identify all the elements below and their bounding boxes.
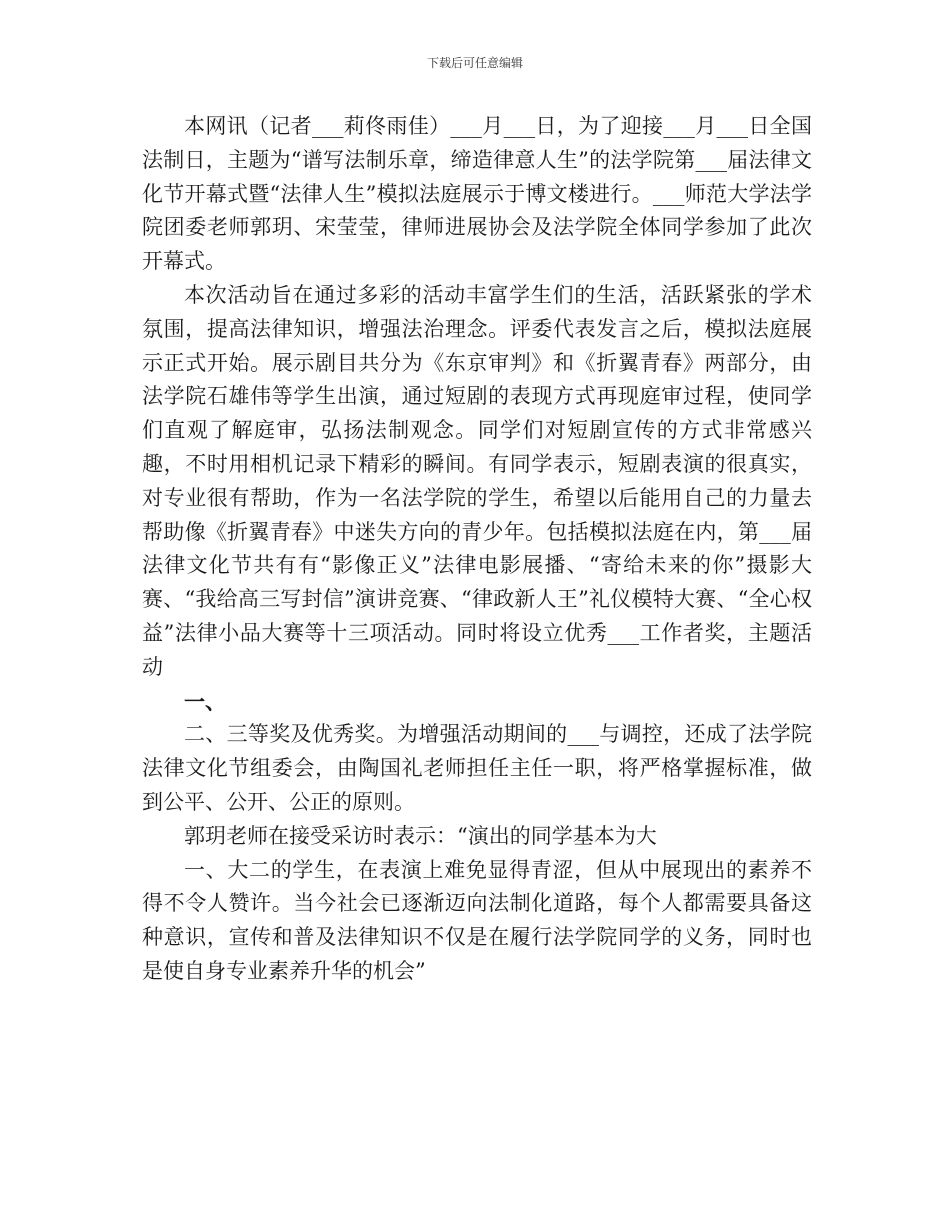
paragraph-awards: 二、三等奖及优秀奖。为增强活动期间的___与调控，还成了法学院法律文化节组委会，由陶国礼老师担任主任一职，将严格掌握标准，做到公平、公开、公正的原则。 [142, 722, 812, 814]
paragraph-activity: 本次活动旨在通过多彩的活动丰富学生们的生活，活跃紧张的学术氛围，提高法律知识，增强法治理念。评委代表发言之后，模拟法庭展示正式开始。展示剧目共分为《东京审判》和《折翼青春》两部分，由法学院石雄伟等学生出演，通过短剧的表现方式再现庭审过程，使同学们直观了解庭审，弘扬法制观念。同学们对短剧宣传的方式非常感兴趣，不时用相机记录下精彩的瞬间。有同学表示，短剧表演的很真实，对专业很有帮助，作为一名法学院的学生，希望以后能用自己的力量去帮助像《折翼青春》中迷失方向的青少年。包括模拟法庭在内，第___届法律文化节共有有“影像正义”法律电影展播、“寄给未来的你”摄影大赛、“我给高三写封信”演讲竞赛、“律政新人王”礼仪模特大赛、“全心权益”法律小品大赛等十三项活动。同时将设立优秀___工作者奖，主题活动 [142, 282, 812, 679]
paragraph-heading-one: 一、 [184, 688, 226, 714]
page-header: 下载后可任意编辑 [426, 56, 523, 70]
paragraph-intro: 本网讯（记者___莉佟雨佳）___月___日，为了迎接___月___日全国法制日，主题为“谱写法制乐章，缔造律意人生”的法学院第___届法律文化节开幕式暨“法律人生”模拟法庭展示于博文楼进行。___师范大学法学院团委老师郭玥、宋莹莹，律师进展协会及法学院全体同学参加了此次开幕式。 [142, 114, 812, 274]
paragraph-interview-cont: 一、大二的学生，在表演上难免显得青涩，但从中展现出的素养不得不令人赞许。当今社会已逐渐迈向法制化道路，每个人都需要具备这种意识，宣传和普及法律知识不仅是在履行法学院同学的义务，同时也是使自身专业素养升华的机会” [142, 857, 812, 983]
paragraph-interview: 郭玥老师在接受采访时表示：“演出的同学基本为大 [184, 823, 657, 848]
document-body [142, 110, 812, 989]
